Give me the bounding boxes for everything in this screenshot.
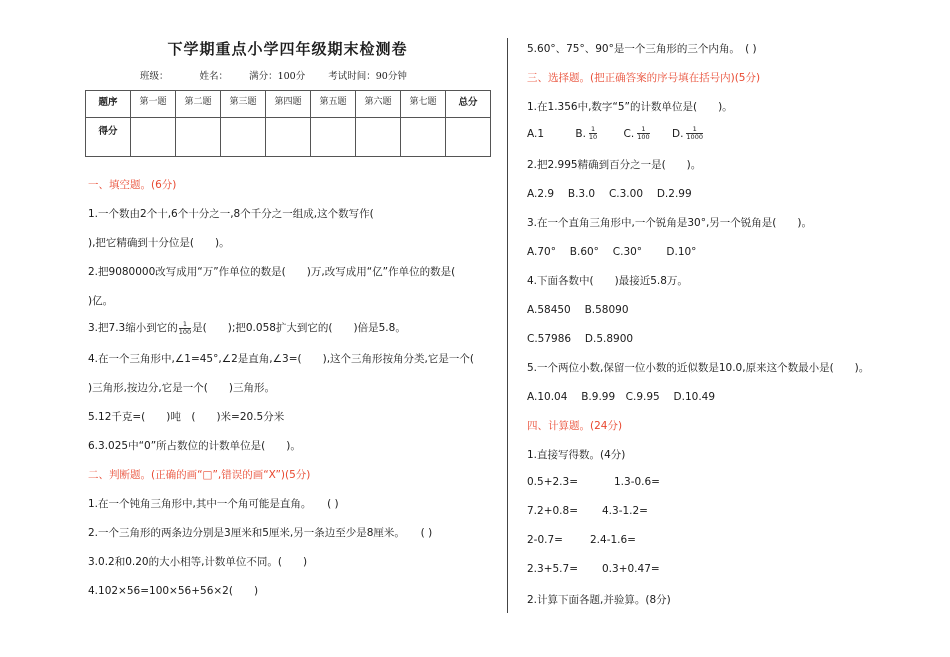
fraction-numerator: 1 xyxy=(637,126,649,134)
score-cell[interactable] xyxy=(311,118,356,157)
score-cell[interactable] xyxy=(266,118,311,157)
choice-option-b xyxy=(575,125,600,141)
fraction-numerator: 1 xyxy=(589,126,597,134)
student-info-line xyxy=(140,68,435,82)
fraction xyxy=(589,126,597,141)
fill-question-4a: 4.在一个三角形中,∠1=45°,∠2是直角,∠3=( ),这个三角形按角分类,它是一个( xyxy=(88,353,474,365)
section-judge-title: 二、判断题。(正确的画“□”,错误的画“X”)(5分) xyxy=(88,469,311,481)
choice-question-2: 2.把2.995精确到百分之一是( )。 xyxy=(527,159,702,171)
fill-question-4b: )三角形,按边分,它是一个( )三角形。 xyxy=(88,382,275,394)
fraction xyxy=(179,321,191,336)
choice-option-c xyxy=(623,125,653,141)
score-table-header-cell: 第一题 xyxy=(131,91,176,118)
fraction xyxy=(637,126,649,141)
calc-item: 2.4-1.6= xyxy=(590,534,636,546)
choice-question-5: 5.一个两位小数,保留一位小数的近似数是10.0,原来这个数最小是( )。 xyxy=(527,362,870,374)
section-calc-title: 四、计算题。(24分) xyxy=(527,420,623,432)
option-label: B. xyxy=(575,127,586,140)
score-table-header-cell: 第六题 xyxy=(356,91,401,118)
score-table-header-cell: 第二题 xyxy=(176,91,221,118)
choice-question-1: 1.在1.356中,数字“5”的计数单位是( )。 xyxy=(527,101,733,113)
choice-question-5-options: A.10.04 B.9.99 C.9.95 D.10.49 xyxy=(527,391,716,403)
choice-question-4-options-b: C.57986 D.5.8900 xyxy=(527,333,634,345)
section-fill-in-title: 一、填空题。(6分) xyxy=(88,179,177,191)
judge-question-3: 3.0.2和0.20的大小相等,计数单位不同。( ) xyxy=(88,556,308,568)
time-label: 考试时间：90分钟 xyxy=(328,71,407,82)
calc-item: 7.2+0.8= xyxy=(527,505,578,517)
calc-item: 2.3+5.7= xyxy=(527,563,578,575)
calc-item: 0.3+0.47= xyxy=(602,563,660,575)
fill-question-2a: 2.把9080000改写成用“万”作单位的数是( )万,改写成用“亿”作单位的数是( xyxy=(88,266,456,278)
judge-question-4: 4.102×56=100×56+56×2( ) xyxy=(88,585,259,597)
score-table-score-row xyxy=(86,118,491,157)
calc-item: 2-0.7= xyxy=(527,534,563,546)
fraction-denominator: 10 xyxy=(588,133,598,141)
fill-question-2b: )亿。 xyxy=(88,295,114,307)
score-cell[interactable] xyxy=(401,118,446,157)
fraction-numerator: 1 xyxy=(686,126,703,134)
score-cell[interactable] xyxy=(221,118,266,157)
score-table-header-cell: 第七题 xyxy=(401,91,446,118)
fill-question-6: 6.3.025中“0”所占数位的计数单位是( )。 xyxy=(88,440,301,452)
page-title: 下学期重点小学四年级期末检测卷 xyxy=(167,40,408,58)
judge-question-2: 2.一个三角形的两条边分别是3厘米和5厘米,另一条边至少是8厘米。 ( ) xyxy=(88,527,433,539)
choice-option-d xyxy=(671,125,706,141)
score-table-header-cell: 第三题 xyxy=(221,91,266,118)
fraction-denominator: 1000 xyxy=(686,133,703,141)
fill-question-1a: 1.一个数由2个十,6个十分之一,8个千分之一组成,这个数写作( xyxy=(88,208,374,220)
fraction-denominator: 100 xyxy=(637,133,650,141)
fraction xyxy=(686,126,703,141)
choice-question-2-options: A.2.9 B.3.0 C.3.00 D.2.99 xyxy=(527,188,692,200)
fill-question-3 xyxy=(88,320,406,336)
score-table xyxy=(85,90,491,157)
choice-question-4-options-a: A.58450 B.58090 xyxy=(527,304,629,316)
section-choice-title: 三、选择题。(把正确答案的序号填在括号内)(5分) xyxy=(527,72,761,84)
score-row-label: 得分 xyxy=(86,118,131,157)
score-table-header-cell: 总分 xyxy=(446,91,491,118)
calc-item: 0.5+2.3= xyxy=(527,476,578,488)
score-table-header-cell: 第四题 xyxy=(266,91,311,118)
judge-question-1: 1.在一个钝角三角形中,其中一个角可能是直角。 ( ) xyxy=(88,498,339,510)
fill-question-1b: ),把它精确到十分位是( )。 xyxy=(88,237,230,249)
calc-item: 4.3-1.2= xyxy=(602,505,648,517)
choice-option-a: A.1 xyxy=(527,127,545,140)
column-divider xyxy=(507,38,508,613)
calc-item: 1.3-0.6= xyxy=(614,476,660,488)
fill-question-3-pre: 3.把7.3缩小到它的 xyxy=(88,322,178,334)
score-cell[interactable] xyxy=(356,118,401,157)
choice-question-3: 3.在一个直角三角形中,一个锐角是30°,另一个锐角是( )。 xyxy=(527,217,812,229)
choice-question-3-options: A.70° B.60° C.30° D.10° xyxy=(527,246,697,258)
score-cell[interactable] xyxy=(176,118,221,157)
score-table-header-cell: 第五题 xyxy=(311,91,356,118)
option-label: C. xyxy=(623,127,635,140)
choice-question-1-options xyxy=(527,126,706,141)
class-label: 班级： xyxy=(140,71,169,82)
judge-question-5: 5.60°、75°、90°是一个三角形的三个内角。 ( ) xyxy=(527,43,757,55)
fraction-denominator: 100 xyxy=(178,327,192,336)
fraction-numerator: 1 xyxy=(179,321,191,329)
full-score-label: 满分：100分 xyxy=(249,71,306,82)
option-label: D. xyxy=(671,127,684,140)
fill-question-5: 5.12千克=( )吨 ( )米=20.5分米 xyxy=(88,411,285,423)
fill-question-3-post: 是( );把0.058扩大到它的( )倍是5.8。 xyxy=(192,322,406,334)
score-cell[interactable] xyxy=(446,118,491,157)
calc-part-1-title: 1.直接写得数。(4分) xyxy=(527,449,626,461)
score-table-header-cell: 题序 xyxy=(86,91,131,118)
name-label: 姓名： xyxy=(199,71,229,82)
calc-part-2-title: 2.计算下面各题,并验算。(8分) xyxy=(527,594,671,606)
score-cell[interactable] xyxy=(131,118,176,157)
choice-question-4: 4.下面各数中( )最接近5.8万。 xyxy=(527,275,688,287)
score-table-header-row xyxy=(86,91,491,118)
